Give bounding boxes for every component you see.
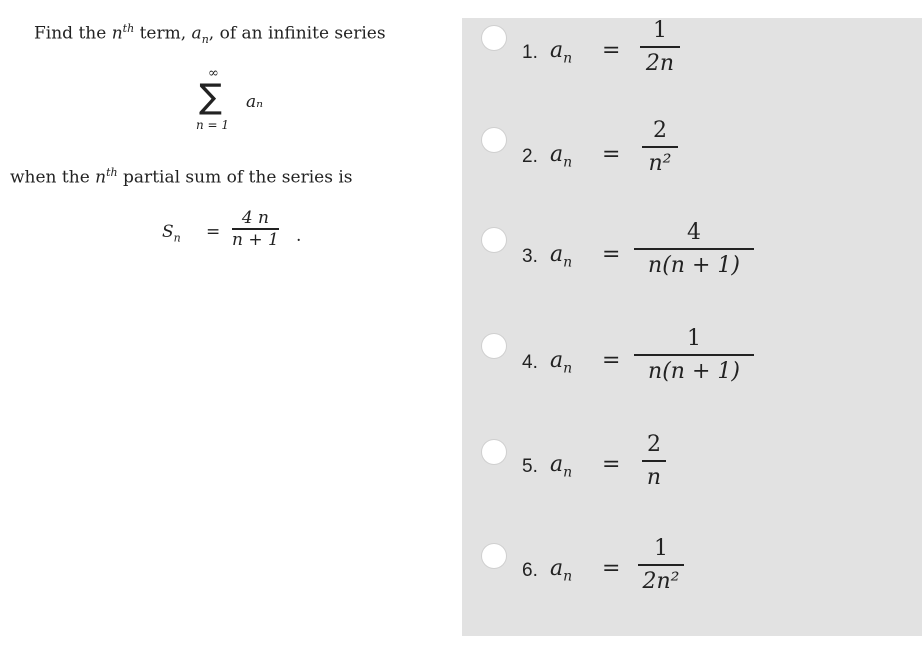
question-line-2: [10, 166, 353, 188]
question-prefix: Find the: [34, 23, 112, 44]
series-sum: [194, 66, 284, 136]
option-numerator: 1: [653, 18, 667, 43]
option-5-radio[interactable]: [482, 440, 506, 464]
line2-prefix: when the: [10, 167, 96, 188]
sigma-lower: n = 1: [196, 118, 230, 132]
option-3-radio[interactable]: [482, 228, 506, 252]
option-number: 1.: [522, 42, 538, 63]
option-lhs: $a_n$: [550, 242, 573, 271]
option-equals: =: [602, 556, 621, 581]
option-2-radio[interactable]: [482, 128, 506, 152]
sn-period: .: [296, 226, 302, 246]
line2-suffix: partial sum of the series is: [117, 167, 353, 188]
sn-numerator: 4 n: [241, 208, 269, 228]
a-subscript: n: [201, 33, 209, 47]
option-fraction: [638, 536, 684, 594]
option-5[interactable]: [462, 432, 922, 536]
option-fraction: [642, 432, 666, 490]
option-number: 3.: [522, 246, 538, 267]
option-number: 6.: [522, 560, 538, 581]
sigma-upper: ∞: [208, 66, 219, 81]
option-denominator: n: [646, 464, 662, 490]
option-6-radio[interactable]: [482, 544, 506, 568]
option-denominator: n(n + 1): [648, 252, 740, 278]
option-equals: =: [602, 142, 621, 167]
option-numerator: 1: [654, 536, 668, 561]
partial-sum-formula: [162, 208, 362, 268]
option-denominator: 2n: [645, 50, 675, 76]
option-1[interactable]: [462, 18, 922, 118]
a-var: a: [191, 23, 202, 44]
option-6[interactable]: [462, 538, 922, 638]
sn-fraction: [232, 208, 279, 250]
question-suffix: , of an infinite series: [208, 23, 386, 44]
option-3[interactable]: [462, 220, 922, 326]
option-lhs: $a_n$: [550, 142, 573, 171]
option-numerator: 2: [647, 432, 661, 457]
sigma-icon: ∑: [199, 77, 222, 117]
option-number: 4.: [522, 352, 538, 373]
sn-equals: =: [206, 222, 221, 242]
option-denominator: n(n + 1): [648, 358, 740, 384]
option-lhs: $a_n$: [550, 348, 573, 377]
option-numerator: 1: [687, 326, 701, 351]
option-number: 2.: [522, 146, 538, 167]
option-denominator: n²: [648, 150, 672, 176]
option-fraction: [634, 326, 754, 384]
option-equals: =: [602, 452, 621, 477]
option-2[interactable]: [462, 118, 922, 222]
option-fraction: [640, 18, 680, 76]
sn-denominator: n + 1: [232, 229, 279, 250]
option-fraction: [642, 118, 678, 176]
option-4-radio[interactable]: [482, 334, 506, 358]
sigma-term: aₙ: [246, 92, 264, 112]
option-lhs: $a_n$: [550, 556, 573, 585]
option-number: 5.: [522, 456, 538, 477]
n-var: n: [111, 23, 123, 44]
sn-label: S: [162, 222, 174, 242]
answer-options-panel: [462, 18, 922, 636]
option-1-radio[interactable]: [482, 26, 506, 50]
option-lhs: $a_n$: [550, 452, 573, 481]
option-4[interactable]: [462, 326, 922, 432]
option-lhs: $a_n$: [550, 38, 573, 67]
option-denominator: 2n²: [642, 568, 680, 594]
option-numerator: 4: [687, 220, 701, 245]
question-line-1: [34, 22, 386, 46]
option-equals: =: [602, 38, 621, 63]
th-superscript-2: th: [106, 166, 118, 179]
th-superscript: th: [122, 22, 135, 35]
option-numerator: 2: [653, 118, 667, 143]
option-equals: =: [602, 242, 621, 267]
option-fraction: [634, 220, 754, 278]
sn-subscript: n: [173, 231, 181, 245]
option-equals: =: [602, 348, 621, 373]
n-var-2: n: [95, 167, 107, 188]
question-mid: term,: [134, 23, 192, 44]
